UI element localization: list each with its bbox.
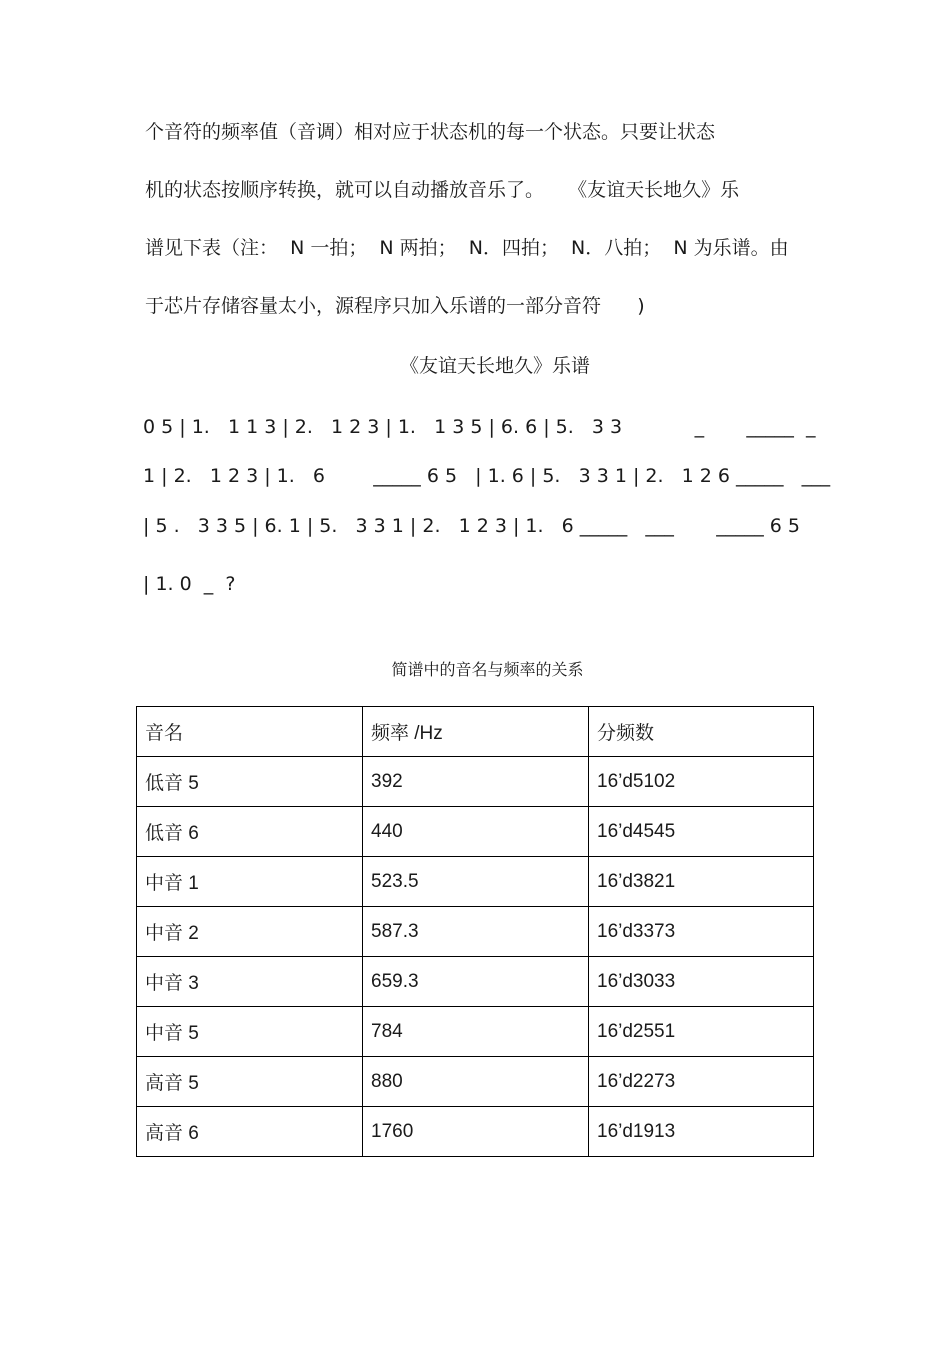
table-row: [137, 807, 814, 857]
table-row: [137, 907, 814, 957]
table-row: [137, 757, 814, 807]
score-line-1: 0 5 | 1. 1 1 3 | 2. 1 2 3 | 1. 1 3 5 | 6. 6 | 5. 3 3 _ _____ _: [143, 416, 816, 438]
table-cell: 低音 6: [137, 807, 363, 857]
header-note-name: 音名: [137, 707, 363, 757]
table-cell: 16’d3821: [589, 857, 814, 907]
table-cell: 中音 1: [137, 857, 363, 907]
table-cell: 16’d1913: [589, 1107, 814, 1157]
score-title: 《友谊天长地久》乐谱: [399, 355, 590, 377]
table-cell: 中音 2: [137, 907, 363, 957]
table-cell: 587.3: [363, 907, 589, 957]
table-cell: 880: [363, 1057, 589, 1107]
score-line-3: | 5 . 3 3 5 | 6. 1 | 5. 3 3 1 | 2. 1 2 3 | 1. 6 _____ ___ _____ 6 5: [143, 515, 800, 537]
intro-line-3: 谱见下表（注： N 一拍； N 两拍； N．四拍； N．八拍； N 为乐谱。由: [145, 237, 789, 259]
table-cell: 高音 5: [137, 1057, 363, 1107]
table-cell: 523.5: [363, 857, 589, 907]
table-cell: 392: [363, 757, 589, 807]
table-row: [137, 1107, 814, 1157]
frequency-table: [136, 706, 814, 1157]
table-caption: 简谱中的音名与频率的关系: [391, 660, 584, 679]
table-cell: 中音 3: [137, 957, 363, 1007]
table-cell: 16’d2551: [589, 1007, 814, 1057]
table-cell: 784: [363, 1007, 589, 1057]
table-cell: 中音 5: [137, 1007, 363, 1057]
header-divider: 分频数: [589, 707, 814, 757]
intro-line-4: 于芯片存储容量太小，源程序只加入乐谱的一部分音符 ): [145, 295, 645, 317]
table-cell: 16’d3373: [589, 907, 814, 957]
table-row: [137, 1007, 814, 1057]
score-line-4: | 1. 0 _ ?: [143, 573, 236, 595]
table-cell: 1760: [363, 1107, 589, 1157]
table-cell: 低音 5: [137, 757, 363, 807]
score-line-2: 1 | 2. 1 2 3 | 1. 6 _____ 6 5 | 1. 6 | 5. 3 3 1 | 2. 1 2 6 _____ ___: [143, 465, 831, 487]
table-row: [137, 857, 814, 907]
header-frequency: 频率 /Hz: [363, 707, 589, 757]
table-cell: 高音 6: [137, 1107, 363, 1157]
table-cell: 16’d4545: [589, 807, 814, 857]
table-row: [137, 957, 814, 1007]
table-cell: 16’d5102: [589, 757, 814, 807]
table-row: [137, 1057, 814, 1107]
table-cell: 659.3: [363, 957, 589, 1007]
table-cell: 16’d2273: [589, 1057, 814, 1107]
table-cell: 16’d3033: [589, 957, 814, 1007]
table-header-row: [137, 707, 814, 757]
intro-line-2: 机的状态按顺序转换，就可以自动播放音乐了。 《友谊天长地久》乐: [145, 179, 740, 201]
intro-line-1: 个音符的频率值（音调）相对应于状态机的每一个状态。只要让状态: [145, 121, 716, 143]
table-cell: 440: [363, 807, 589, 857]
